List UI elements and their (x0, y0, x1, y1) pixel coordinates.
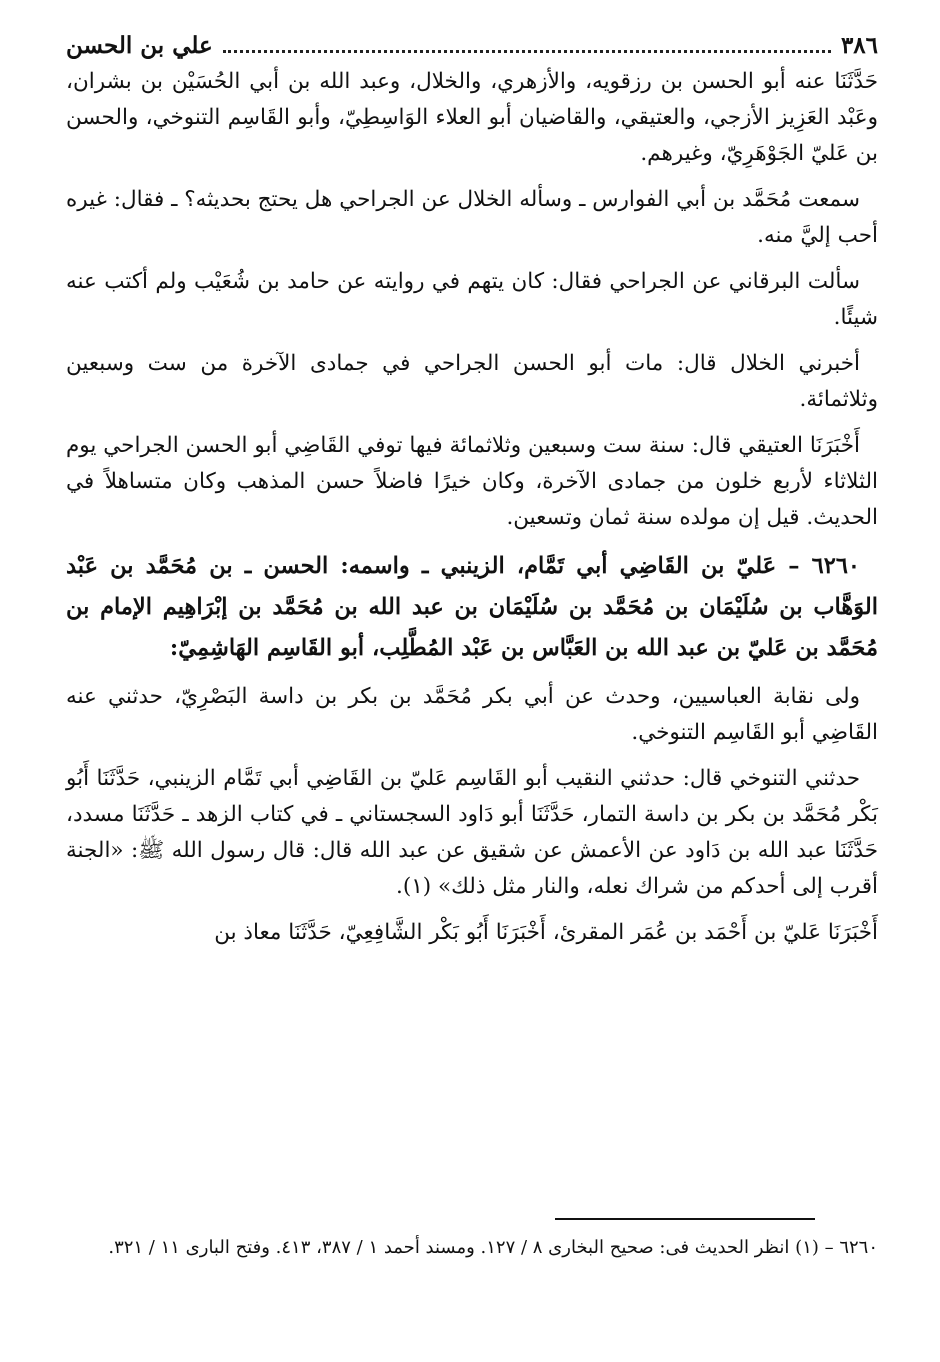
paragraph-gap (66, 254, 878, 264)
paragraph-gap (66, 536, 878, 546)
paragraph-gap (66, 172, 878, 182)
paragraph-barqani: سألت البرقاني عن الجراحي فقال: كان يتهم في روايته عن حامد بن شُعَيْب ولم أكتب عنه شيئًا. (66, 269, 878, 330)
paragraph-gap (66, 418, 878, 428)
paragraph-narrators: حَدَّثَنَا عنه أبو الحسن بن رزقويه، والأزهري، والخلال، وعبد الله بن أبي الحُسَيْن بن بشران، وعَبْد العَزِيز الأزجي، والعتيقي، والقاضيان أبو العلاء الوَاسِطِيّ، وأبو القَاسِم التنوخي، والحسن بن عَليّ الجَوْهَرِيّ، وغيرهم. (66, 69, 878, 166)
footnotes (66, 1232, 878, 1263)
paragraph-hadith: حدثني التنوخي قال: حدثني النقيب أبو القَاسِم عَليّ بن القَاضِي أبي تَمَّام الزينبي، حَدَّثَنَا أَبُو بَكْر مُحَمَّد بن بكر بن داسة التمار، حَدَّثَنَا أبو دَاود السجستاني ـ في كتاب الزهد ـ حَدَّثَنَا مسدد، حَدَّثَنَا عبد الله بن دَاود عن الأعمش عن شقيق عن عبد الله قال: قال رسول الله ﷺ: «الجنة أقرب إلى أحدكم من شراك نعله، والنار مثل ذلك» (١). (66, 766, 878, 899)
running-header (66, 30, 878, 64)
paragraph-gap (66, 751, 878, 761)
page-body (66, 30, 878, 951)
leader-dots (223, 32, 831, 53)
paragraph-gap (66, 905, 878, 915)
footnote-separator (555, 1218, 815, 1220)
paragraph-gap (66, 669, 878, 679)
paragraph-naqaba: ولى نقابة العباسيين، وحدث عن أبي بكر مُحَمَّد بن بكر بن داسة البَصْرِيّ، حدثني عنه القَاضِي أبو القَاسِم التنوخي. (66, 684, 878, 745)
entry-heading: ٦٢٦٠ – عَليّ بن القَاضِي أبي تَمَّام، الزينبي ـ واسمه: الحسن ـ بن مُحَمَّد بن عَبْد الوَهَّاب بن سُلَيْمَان بن مُحَمَّد بن سُلَيْمَان بن عبد الله بن مُحَمَّد بن إبْرَاهِيم الإمام بن مُحَمَّد بن عَليّ بن عبد الله بن العَبَّاس بن عَبْد المُطَّلِب، أبو القَاسِم الهَاشِمِيّ: (66, 553, 878, 661)
paragraph-continuation: أَخْبَرَنَا عَليّ بن أَحْمَد بن عُمَر المقرئ، أَخْبَرَنَا أَبُو بَكْر الشَّافِعِيّ، حَدَّثَنَا معاذ بن (214, 920, 878, 945)
paragraph-ibn-abi-fawaris: سمعت مُحَمَّد بن أبي الفوارس ـ وسأله الخلال عن الجراحي هل يحتج بحديثه؟ ـ فقال: غيره أحب إليَّ منه. (66, 187, 878, 248)
page-number: ٣٨٦ (840, 32, 878, 59)
paragraph-khallal-death: أخبرني الخلال قال: مات أبو الحسن الجراحي في جمادى الآخرة من ست وسبعين وثلاثمائة. (66, 351, 878, 412)
footnote-text: ٦٢٦٠ – (١) انظر الحديث فى: صحيح البخارى ٨ / ١٢٧. ومسند أحمد ١ / ٣٨٧، ٤١٣. وفتح البارى ١١ / ٣٢١. (108, 1237, 878, 1258)
paragraph-gap (66, 336, 878, 346)
paragraph-atiqi: أَخْبَرَنَا العتيقي قال: سنة ست وسبعين وثلاثمائة فيها توفي القَاضِي أبو الحسن الجراحي يوم الثلاثاء لأربع خلون من جمادى الآخرة، وكان خيرًا فاضلاً حسن المذهب وكان متساهلاً في الحديث. قيل إن مولده سنة ثمان وتسعين. (66, 433, 878, 530)
running-title: علي بن الحسن (66, 32, 213, 59)
